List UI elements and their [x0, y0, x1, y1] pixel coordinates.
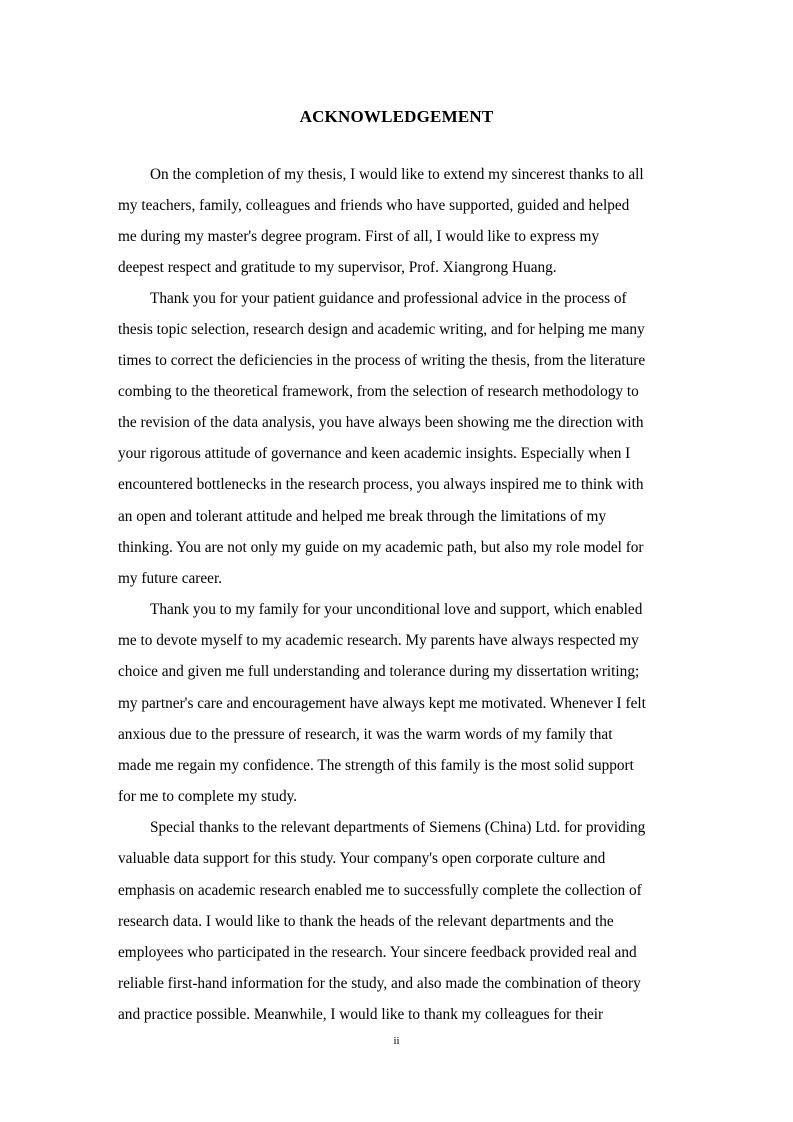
- paragraph-line: employees who participated in the research. Your sincere feedback provided real and: [118, 944, 637, 961]
- page-title: ACKNOWLEDGEMENT: [299, 107, 494, 126]
- paragraph-line: research data. I would like to thank the heads of the relevant departments and the: [118, 913, 614, 930]
- paragraph-line: thesis topic selection, research design and academic writing, and for helping me many: [118, 321, 645, 338]
- paragraph-line: for me to complete my study.: [118, 788, 298, 805]
- paragraph-line: my partner's care and encouragement have always kept me motivated. Whenever I felt: [118, 695, 646, 712]
- paragraph-line: choice and given me full understanding and tolerance during my dissertation writing;: [118, 663, 640, 680]
- paragraph-line: made me regain my confidence. The strength of this family is the most solid support: [118, 757, 634, 774]
- paragraph-line: Thank you to my family for your unconditional love and support, which enabled: [150, 601, 643, 618]
- paragraph-line: times to correct the deficiencies in the process of writing the thesis, from the literature: [118, 352, 646, 369]
- paragraph-line: combing to the theoretical framework, from the selection of research methodology to: [118, 383, 639, 400]
- page-number: ii: [393, 1035, 400, 1047]
- paragraph-line: an open and tolerant attitude and helped me break through the limitations of my: [118, 508, 607, 525]
- paragraph-line: Special thanks to the relevant departments of Siemens (China) Ltd. for providing: [150, 819, 646, 836]
- paragraph-line: Thank you for your patient guidance and professional advice in the process of: [150, 290, 627, 307]
- paragraph-line: me to devote myself to my academic research. My parents have always respected my: [118, 632, 639, 649]
- paragraph-line: my future career.: [118, 570, 223, 587]
- paragraph-line: me during my master's degree program. First of all, I would like to express my: [118, 228, 600, 245]
- paragraph-line: encountered bottlenecks in the research process, you always inspired me to think with: [118, 476, 644, 493]
- paragraph-line: thinking. You are not only my guide on my academic path, but also my role model for: [118, 539, 644, 556]
- paragraph-line: reliable first-hand information for the study, and also made the combination of theory: [118, 975, 641, 992]
- paragraph-line: valuable data support for this study. Your company's open corporate culture and: [118, 850, 606, 867]
- paragraph-line: my teachers, family, colleagues and friends who have supported, guided and helped: [118, 197, 630, 214]
- paragraph-line: emphasis on academic research enabled me to successfully complete the collection of: [118, 882, 642, 899]
- paragraph-line: On the completion of my thesis, I would like to extend my sincerest thanks to all: [150, 166, 644, 183]
- paragraph-line: your rigorous attitude of governance and keen academic insights. Especially when I: [118, 445, 631, 462]
- paragraph-line: and practice possible. Meanwhile, I would like to thank my colleagues for their: [118, 1006, 604, 1023]
- paragraph-line: the revision of the data analysis, you have always been showing me the direction with: [118, 414, 644, 431]
- paragraph-line: anxious due to the pressure of research, it was the warm words of my family that: [118, 726, 613, 743]
- paragraph-line: deepest respect and gratitude to my supervisor, Prof. Xiangrong Huang.: [118, 259, 557, 276]
